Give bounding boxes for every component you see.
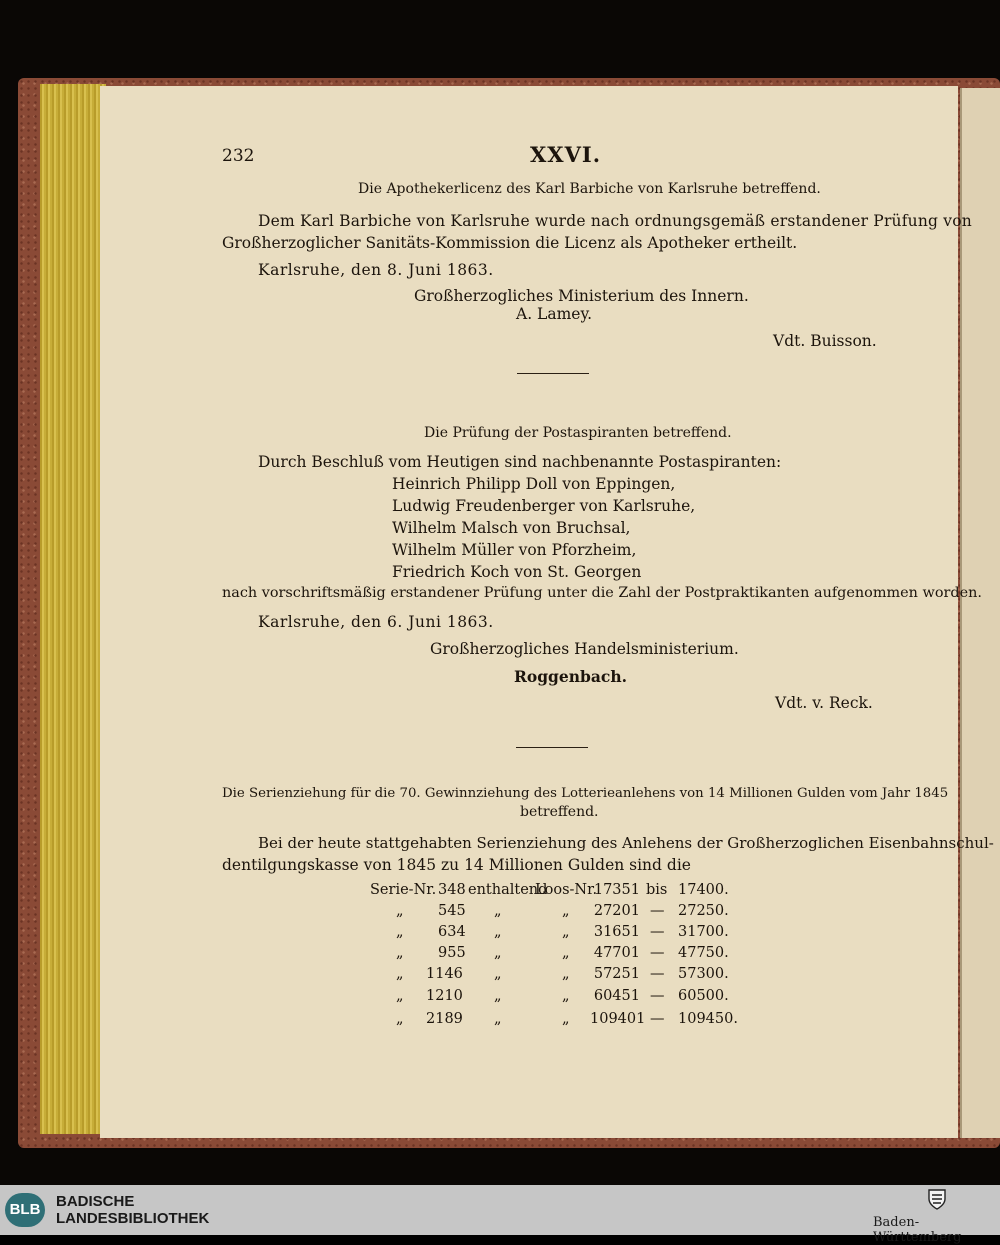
- dash: —: [650, 966, 665, 982]
- ditto-mark: „: [562, 966, 570, 982]
- serie-number: 348: [438, 882, 466, 898]
- table-row: [0, 903, 1000, 925]
- table-row: [0, 966, 1000, 988]
- loos-to: 17400.: [678, 882, 729, 898]
- notice1-signatory: A. Lamey.: [516, 305, 593, 323]
- divider-rule: [517, 373, 589, 374]
- ditto-mark: „: [396, 1011, 404, 1027]
- loos-to: 60500.: [678, 988, 729, 1004]
- dash: —: [650, 924, 665, 940]
- loos-from: 60451: [593, 988, 640, 1004]
- notice3-line2: dentilgungskasse von 1845 zu 14 Millionen Gulden sind die: [222, 856, 691, 874]
- serie-label: Serie-Nr.: [370, 882, 437, 898]
- table-row: [0, 945, 1000, 967]
- ditto-mark: „: [494, 945, 502, 961]
- blb-logo[interactable]: BLB: [5, 1193, 45, 1227]
- loos-to: 31700.: [678, 924, 729, 940]
- ditto-mark: „: [562, 903, 570, 919]
- loos-from: 57251: [593, 966, 640, 982]
- enthaltend-label: enthaltend: [468, 882, 548, 898]
- notice1-ministry: Großherzogliches Ministerium des Innern.: [414, 287, 749, 305]
- notice2-vdt: Vdt. v. Reck.: [775, 694, 873, 712]
- notice1-date: Karlsruhe, den 8. Juni 1863.: [258, 261, 494, 279]
- library-name-line1: BADISCHE: [56, 1193, 135, 1210]
- ditto-mark: „: [494, 988, 502, 1004]
- notice2-name: Wilhelm Müller von Pforzheim,: [392, 541, 637, 559]
- loos-from: 17351: [593, 882, 640, 898]
- dash: —: [650, 945, 665, 961]
- serie-number: 2189: [426, 1011, 463, 1027]
- loos-to: 57300.: [678, 966, 729, 982]
- library-name-line2: LANDESBIBLIOTHEK: [56, 1210, 210, 1227]
- ditto-mark: „: [494, 966, 502, 982]
- dash: —: [650, 1011, 665, 1027]
- ditto-mark: „: [396, 988, 404, 1004]
- notice2-signatory: Roggenbach.: [514, 667, 628, 686]
- ditto-mark: „: [562, 1011, 570, 1027]
- table-row: [0, 988, 1000, 1010]
- loos-label: Loos-Nr.: [535, 882, 598, 898]
- library-name: [56, 1193, 209, 1227]
- state-name: Baden-Württemberg: [873, 1215, 962, 1245]
- divider-rule: [516, 747, 588, 748]
- notice2-closing: nach vorschriftsmäßig erstandener Prüfung unter die Zahl der Postpraktikanten aufgenommen worden.: [222, 585, 982, 601]
- loos-from: 31651: [593, 924, 640, 940]
- notice3-title-line2: betreffend.: [520, 804, 599, 820]
- dash: —: [650, 903, 665, 919]
- notice2-title: Die Prüfung der Postaspiranten betreffend.: [424, 425, 732, 441]
- ditto-mark: „: [494, 903, 502, 919]
- loos-from: 109401: [590, 1011, 646, 1027]
- loos-from: 47701: [593, 945, 640, 961]
- ditto-mark: „: [562, 945, 570, 961]
- coat-of-arms-icon: [925, 1187, 949, 1211]
- ditto-mark: „: [396, 903, 404, 919]
- serie-number: 545: [438, 903, 466, 919]
- notice3-line1: Bei der heute stattgehabten Serienziehung des Anlehens der Großherzoglichen Eisenbahnschul-: [258, 834, 994, 852]
- notice2-name: Heinrich Philipp Doll von Eppingen,: [392, 475, 676, 493]
- serie-number: 1146: [426, 966, 463, 982]
- notice3-title-line1: Die Serienziehung für die 70. Gewinnziehung des Lotterieanlehens von 14 Millionen Gulden vom Jahr 1845: [222, 786, 949, 801]
- ditto-mark: „: [494, 924, 502, 940]
- notice1-line2: Großherzoglicher Sanitäts-Kommission die Licenz als Apotheker ertheilt.: [222, 234, 798, 252]
- ditto-mark: „: [562, 988, 570, 1004]
- notice2-name: Wilhelm Malsch von Bruchsal,: [392, 519, 631, 537]
- notice1-vdt: Vdt. Buisson.: [773, 332, 877, 350]
- loos-to: 109450.: [678, 1011, 738, 1027]
- loos-from: 27201: [593, 903, 640, 919]
- bis-label: bis: [646, 882, 668, 898]
- table-row: [0, 924, 1000, 946]
- page-number: 232: [222, 146, 255, 166]
- loos-to: 47750.: [678, 945, 729, 961]
- loos-to: 27250.: [678, 903, 729, 919]
- dash: —: [650, 988, 665, 1004]
- ditto-mark: „: [494, 1011, 502, 1027]
- notice2-name: Friedrich Koch von St. Georgen: [392, 563, 642, 581]
- table-row: [0, 882, 1000, 904]
- ditto-mark: „: [396, 966, 404, 982]
- ditto-mark: „: [562, 924, 570, 940]
- ditto-mark: „: [396, 924, 404, 940]
- notice1-title: Die Apothekerlicenz des Karl Barbiche von Karlsruhe betreffend.: [358, 181, 821, 197]
- notice2-name: Ludwig Freudenberger von Karlsruhe,: [392, 497, 696, 515]
- serie-number: 634: [438, 924, 466, 940]
- table-row: [0, 1011, 1000, 1033]
- section-header: XXVI.: [530, 142, 602, 167]
- serie-number: 955: [438, 945, 466, 961]
- notice2-intro: Durch Beschluß vom Heutigen sind nachbenannte Postaspiranten:: [258, 453, 782, 471]
- notice2-date: Karlsruhe, den 6. Juni 1863.: [258, 613, 494, 631]
- notice1-line1: Dem Karl Barbiche von Karlsruhe wurde nach ordnungsgemäß erstandener Prüfung von: [258, 212, 972, 230]
- ditto-mark: „: [396, 945, 404, 961]
- serie-number: 1210: [426, 988, 463, 1004]
- footer-bar: [0, 1185, 1000, 1245]
- notice2-ministry: Großherzogliches Handelsministerium.: [430, 640, 739, 658]
